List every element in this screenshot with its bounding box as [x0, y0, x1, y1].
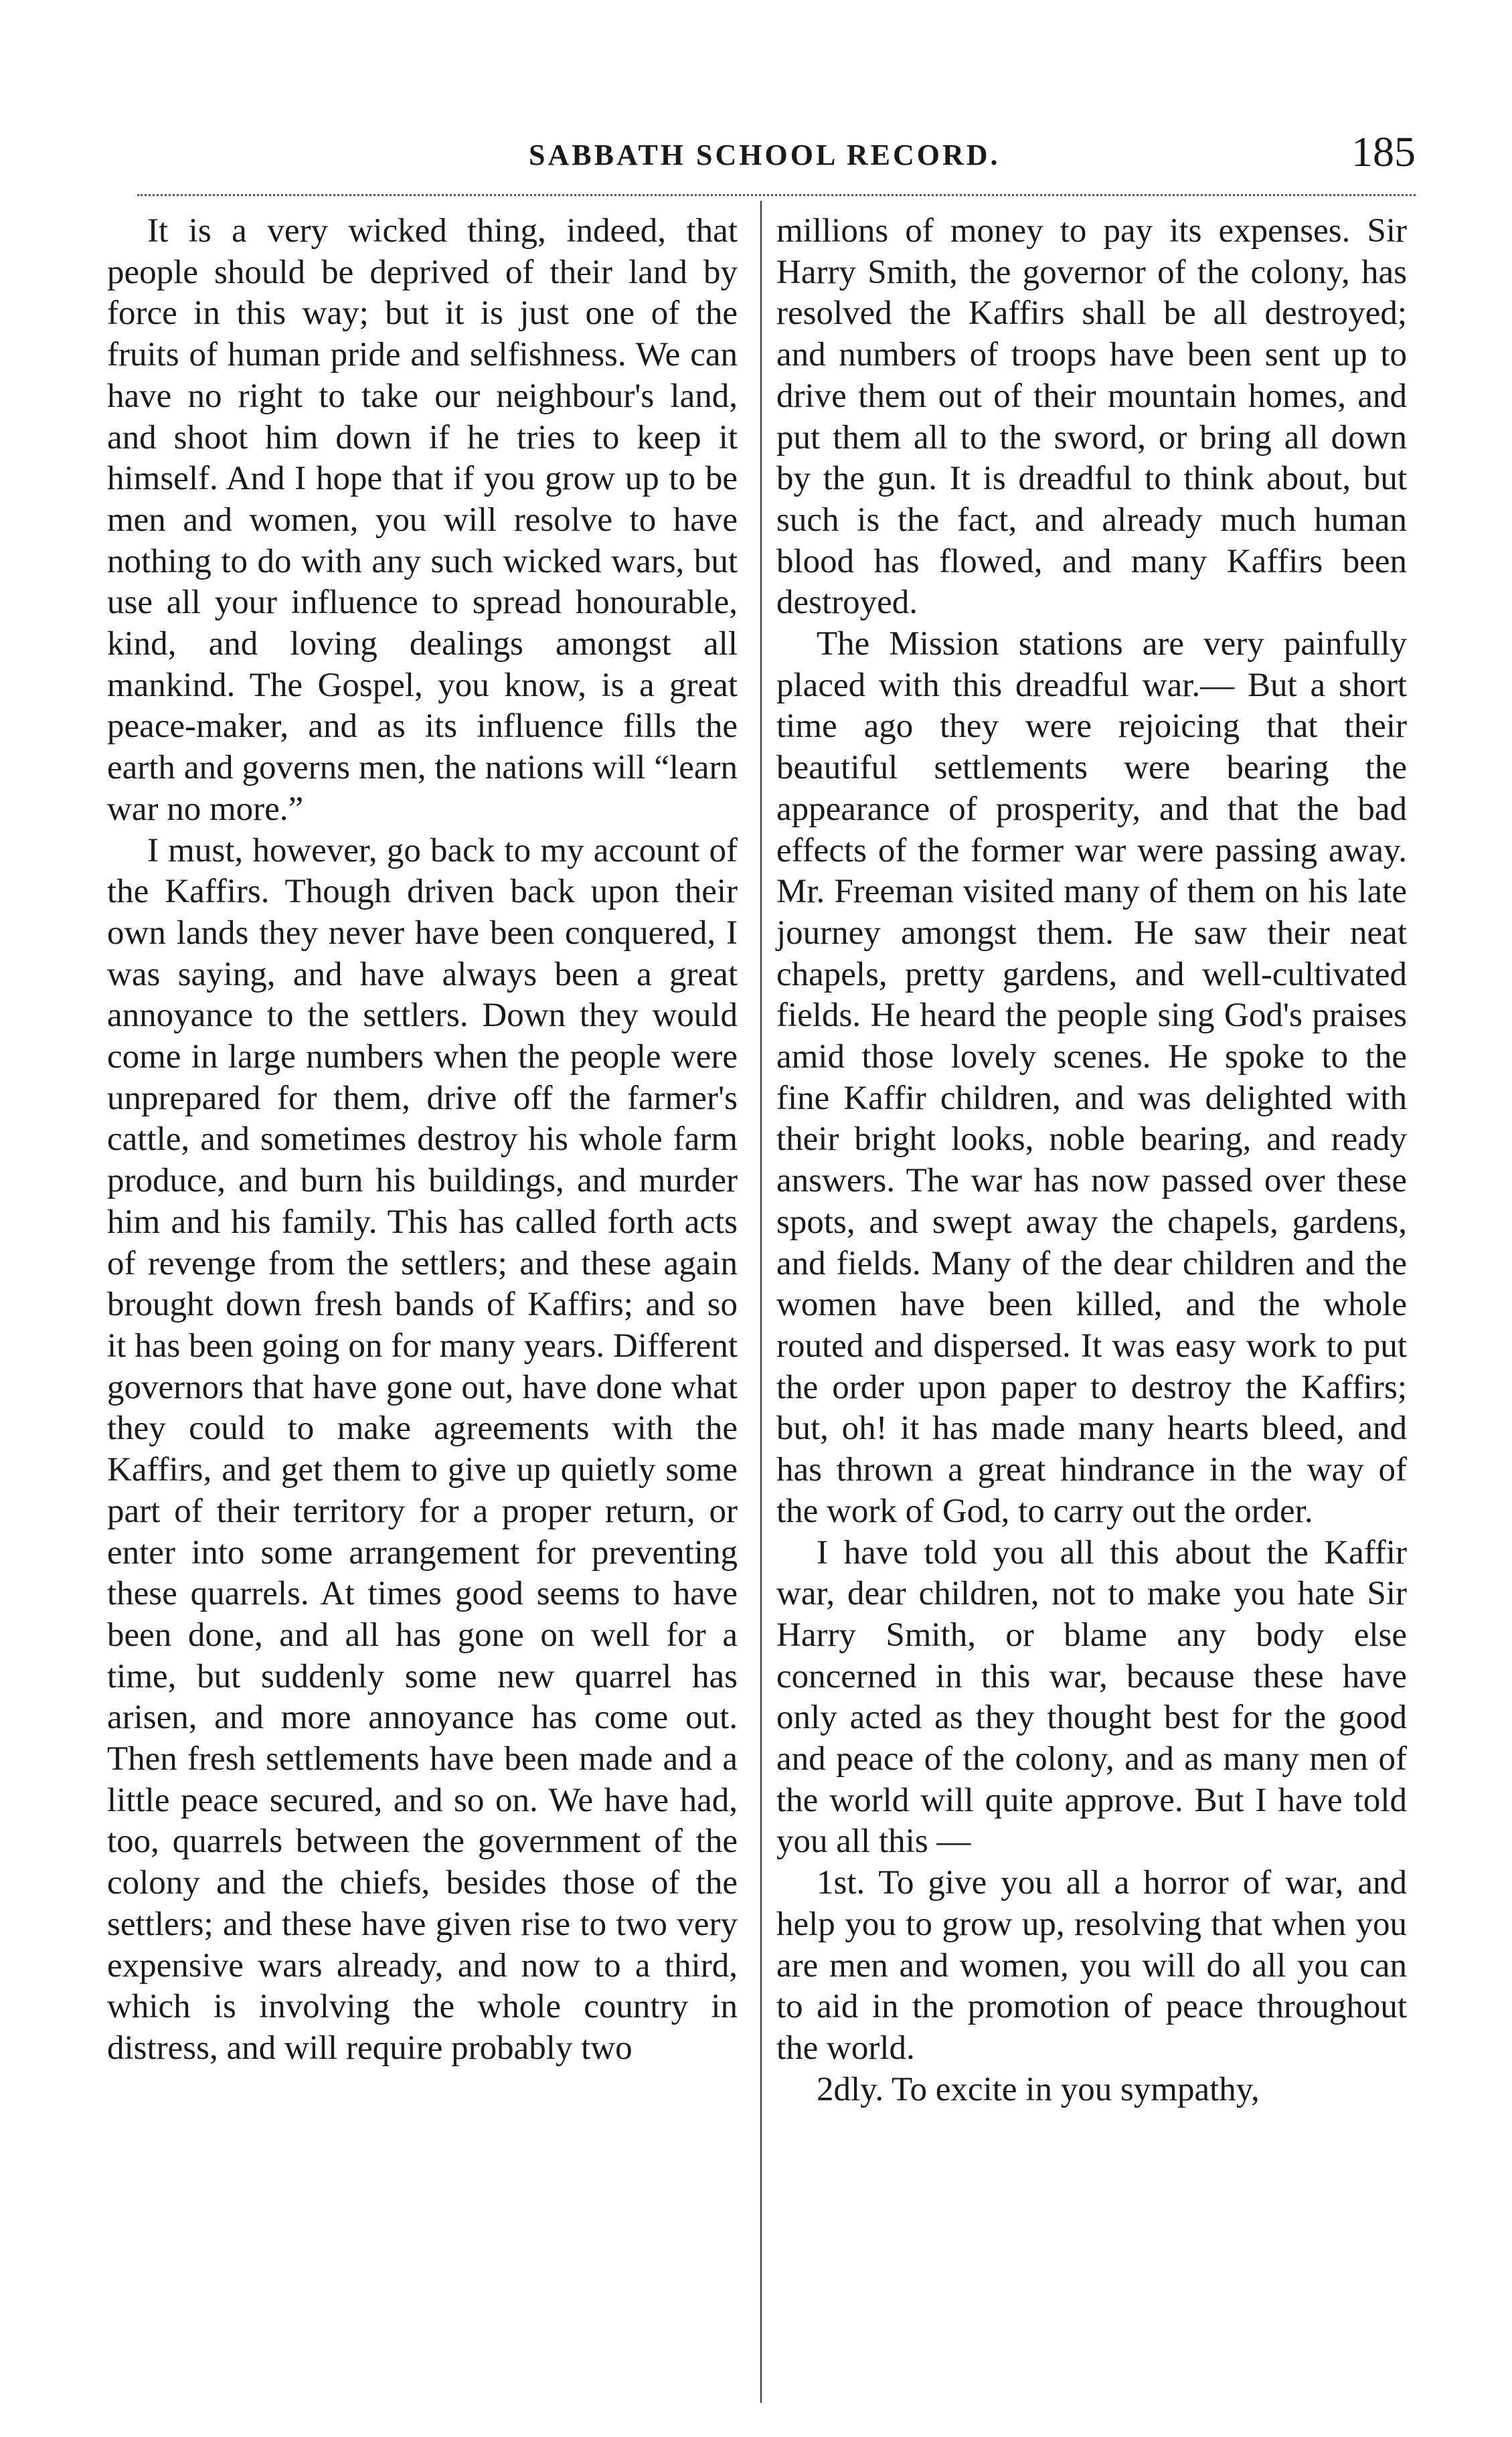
running-title: SABBATH SCHOOL RECORD.: [529, 139, 1001, 171]
paragraph: millions of money to pay its expenses. Sir Harry Smith, the governor of the colony, has resolved the Kaffirs shall be all destroyed; and numbers of troops have been sent up to drive them out of their mountain homes, and put them all to the sword, or bring all down by the gun. It is dreadful to think about, but such is the fact, and already much human blood has flowed, and many Kaffirs been destroyed.: [776, 212, 1407, 622]
page-header: [107, 128, 1416, 187]
right-column: [776, 211, 1407, 2110]
left-column: [107, 211, 738, 2070]
numbered-paragraph: [776, 2070, 1407, 2111]
paragraph-text: To excite in you sympathy,: [891, 2070, 1260, 2108]
paragraph-number: 2dly.: [817, 2070, 884, 2108]
paragraph: It is a very wicked thing, indeed, that people should be deprived of their land by force in this way; but it is just one of the fruits of human pride and selfishness. We can have no right to take our neighbour's land, and shoot him down if he tries to keep it himself. And I hope that if you grow up to be men and women, you will resolve to have nothing to do with any such wicked wars, but use all your influence to spread honourable, kind, and loving dealings amongst all mankind. The Gospel, you know, is a great peace-maker, and as its influence fills the earth and governs men, the nations will “learn war no more.”: [107, 212, 738, 828]
paragraph: I must, however, go back to my account of the Kaffirs. Though driven back upon their own lands they never have been conquered, I was saying, and have always been a great annoyance to the settlers. Down they would come in large numbers when the people were unprepared for them, drive off the farmer's cattle, and sometimes destroy his whole farm produce, and burn his buildings, and murder him and his family. This has called forth acts of revenge from the settlers; and these again brought down fresh bands of Kaffirs; and so it has been going on for many years. Different governors that have gone out, have done what they could to make agreements with the Kaffirs, and get them to give up quietly some part of their territory for a proper return, or enter into some arrangement for preventing these quarrels. At times good seems to have been done, and all has gone on well for a time, but suddenly some new quarrel has arisen, and more annoyance has come out. Then fresh settlements have been made and a little peace secured, and so on. We have had, too, quarrels between the government of the colony and the chiefs, besides those of the settlers; and these have given rise to two very expensive wars already, and now to a third, which is involving the whole country in distress, and will require probably two: [107, 831, 738, 2067]
page-number: 185: [1351, 128, 1416, 175]
paragraph: The Mission stations are very painfully placed with this dreadful war.— But a short time ago they were rejoicing that their beautiful settlements were bearing the appearance of prosperity, and that the bad effects of the former war were passing away. Mr. Freeman visited many of them on his late journey amongst them. He saw their neat chapels, pretty gardens, and well-cultivated fields. He heard the people sing God's praises amid those lovely scenes. He spoke to the fine Kaffir children, and was delighted with their bright looks, noble bearing, and ready answers. The war has now passed over these spots, and swept away the chapels, gardens, and fields. Many of the dear children and the women have been killed, and the whole routed and dispersed. It was easy work to put the order upon paper to destroy the Kaffirs; but, oh! it has made many hearts bleed, and has thrown a great hindrance in the way of the work of God, to carry out the order.: [776, 625, 1407, 1530]
paragraph: I have told you all this about the Kaffir war, dear children, not to make you hate Sir Harry Smith, or blame any body else concerned in this war, because these have only acted as they thought best for the good and peace of the colony, and as many men of the world will quite approve. But I have told you all this —: [776, 1533, 1407, 1861]
paragraph-text: To give you all a horror of war, and help you to grow up, resolving that when you are men and women, you will do all you can to aid in the promotion of peace throughout the world.: [776, 1864, 1407, 2067]
header-rule: [137, 194, 1416, 196]
paragraph-number: 1st.: [817, 1864, 865, 1902]
numbered-paragraph: [776, 1863, 1407, 2070]
column-divider: [760, 201, 762, 2403]
